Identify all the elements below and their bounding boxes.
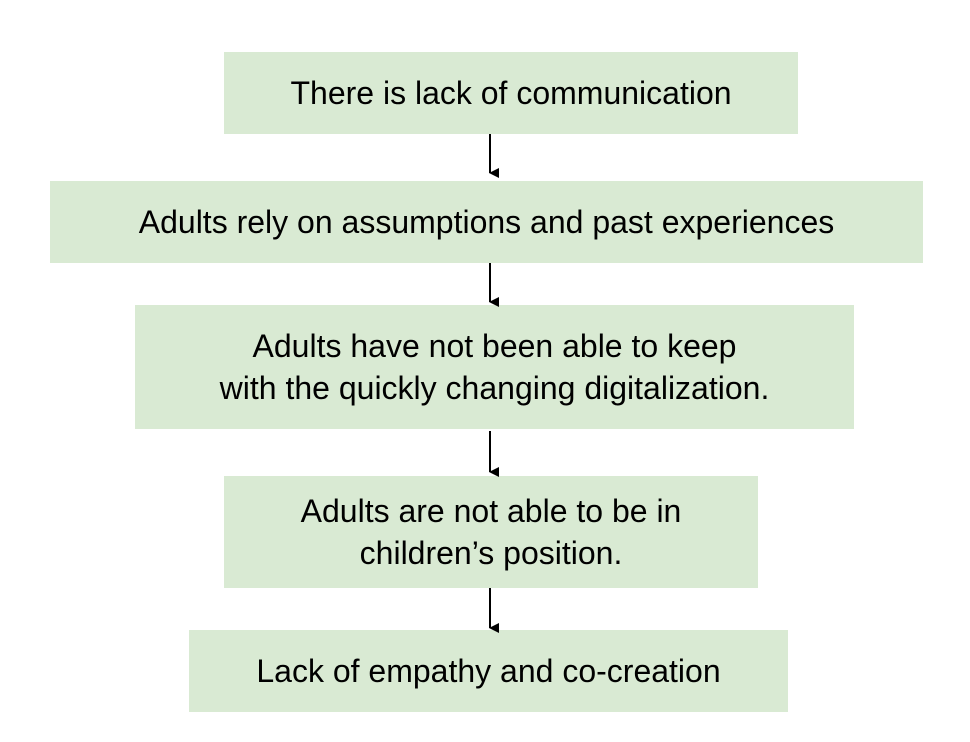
- step-4-text-line-1: Adults are not able to be in: [300, 493, 682, 529]
- step-3-text-line-2: with the quickly changing digitalization.: [219, 370, 770, 406]
- step-2-text: Adults rely on assumptions and past experiences: [138, 204, 835, 240]
- step-1-text: There is lack of communication: [290, 75, 732, 111]
- step-3-text-line-1: Adults have not been able to keep: [252, 328, 737, 364]
- step-4-text-line-2: children’s position.: [359, 535, 623, 571]
- step-5-text: Lack of empathy and co-creation: [256, 653, 721, 689]
